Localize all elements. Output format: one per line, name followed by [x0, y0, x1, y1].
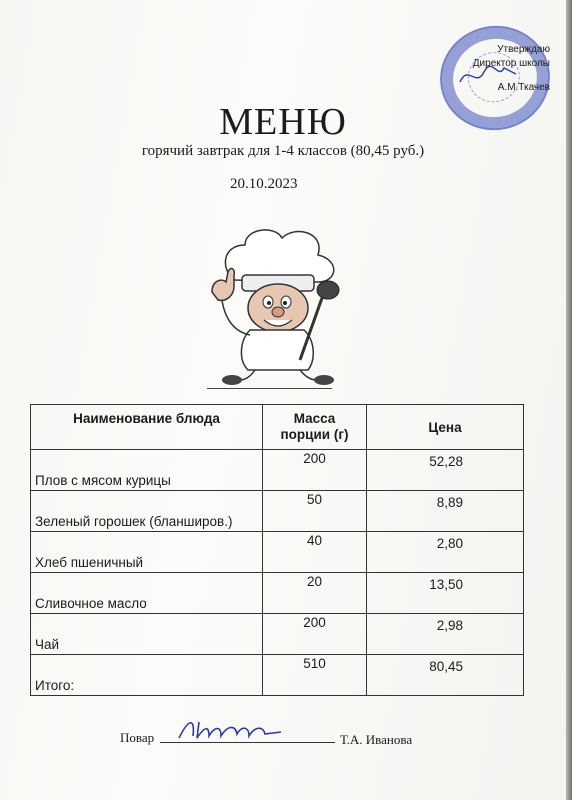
table-row	[31, 614, 524, 655]
dish-mass: 20	[263, 573, 367, 614]
total-price: 80,45	[367, 655, 524, 696]
cook-signature	[175, 712, 285, 744]
dish-mass: 200	[263, 614, 367, 655]
signature-line	[160, 742, 335, 743]
dish-price: 52,28	[367, 450, 524, 491]
total-mass: 510	[263, 655, 367, 696]
page-subtitle: горячий завтрак для 1-4 классов (80,45 руб.)	[141, 143, 425, 159]
cook-label: Повар	[120, 730, 155, 745]
page-edge	[566, 0, 572, 800]
dish-name: Чай	[31, 614, 263, 655]
total-label: Итого:	[31, 655, 263, 696]
dish-name: Зеленый горошек (бланширов.)	[31, 491, 263, 532]
col-header-mass-line1: Масса	[293, 411, 336, 426]
table-row	[31, 450, 524, 491]
approval-title: Утверждаю	[497, 44, 550, 55]
dish-mass: 50	[263, 491, 367, 532]
col-header-name: Наименование блюда	[31, 405, 263, 450]
table-row	[31, 491, 524, 532]
table-row	[31, 573, 524, 614]
cook-name: Т.А. Иванова	[340, 732, 413, 747]
dish-price: 8,89	[367, 491, 524, 532]
col-header-mass	[263, 405, 367, 450]
dish-name: Сливочное масло	[31, 573, 263, 614]
col-header-mass-line2: порции (г)	[280, 427, 349, 442]
dish-price: 13,50	[367, 573, 524, 614]
page-title: МЕНЮ	[219, 101, 347, 143]
table-total-row	[31, 655, 524, 696]
dish-price: 2,98	[367, 614, 524, 655]
divider-line	[207, 388, 332, 389]
dish-price: 2,80	[367, 532, 524, 573]
dish-name: Хлеб пшеничный	[31, 532, 263, 573]
menu-table	[30, 404, 524, 696]
dish-name: Плов с мясом курицы	[31, 450, 263, 491]
table-header-row	[31, 405, 524, 450]
dish-mass: 40	[263, 532, 367, 573]
menu-date: 20.10.2023	[230, 176, 298, 192]
dish-mass: 200	[263, 450, 367, 491]
approval-role: Директор школы	[472, 58, 550, 69]
table-row	[31, 532, 524, 573]
col-header-price: Цена	[367, 405, 524, 450]
approval-name: А.М.Ткачев	[497, 82, 550, 93]
chef-illustration	[200, 220, 350, 390]
